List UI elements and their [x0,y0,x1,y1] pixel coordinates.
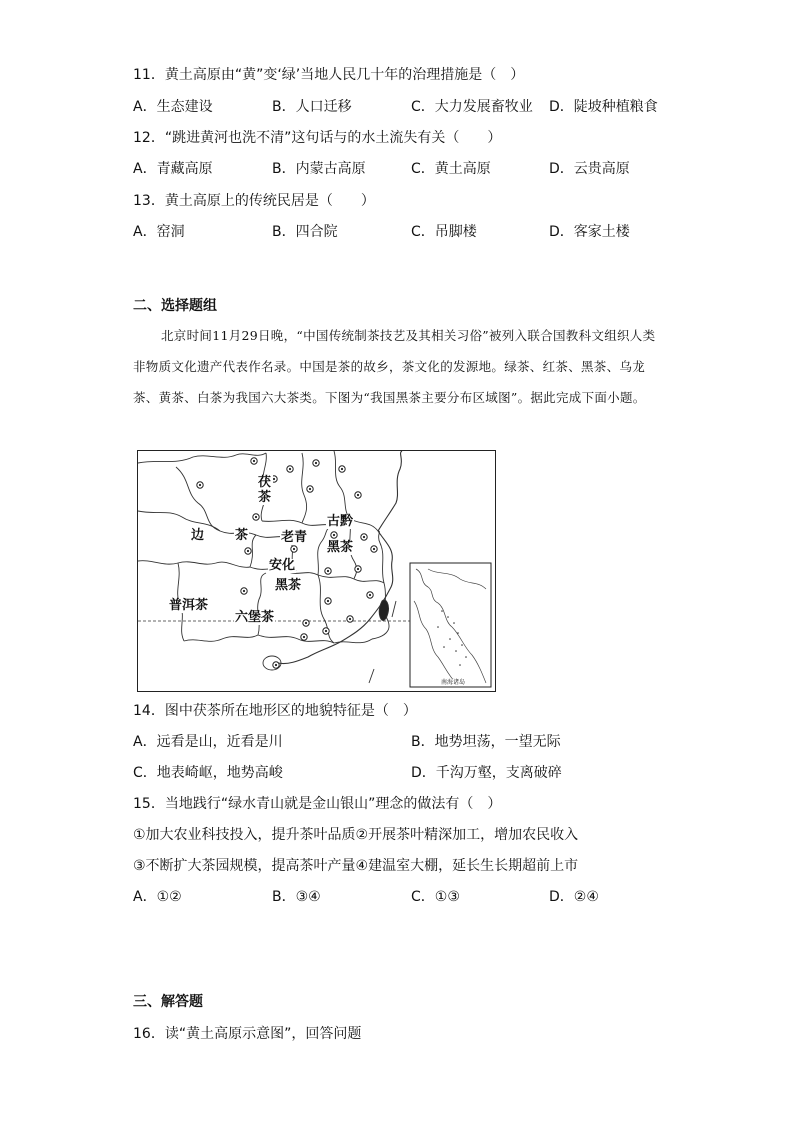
q14-option-a[interactable]: A．远看是山，近看是川 [133,734,283,750]
map-label-fu-tea: 茯茶 [257,475,271,505]
q12-stem: 12．“跳进黄河也洗不清”这句话与的水土流失有关（ ） [133,130,502,146]
section2-heading: 二、选择题组 [133,298,217,314]
q12-option-c[interactable]: C．黄土高原 [411,161,491,177]
map-inset-caption: 南海诸岛 [441,679,466,686]
q15-statements-line2: ③不断扩大茶园规模，提高茶叶产量④建温室大棚，延长生长期超前上市 [133,858,579,874]
q15-option-a[interactable]: A．①② [133,889,182,905]
q12-option-b[interactable]: B．内蒙古高原 [272,161,366,177]
black-tea-distribution-map [137,450,496,692]
map-label-anhua: 安化 [269,558,296,573]
q15-stem: 15．当地践行“绿水青山就是金山银山”理念的做法有（ ） [133,796,502,812]
q13-option-c[interactable]: C．吊脚楼 [411,224,477,240]
section2-passage: 北京时间11月29日晚，“中国传统制茶技艺及其相关习俗”被列入联合国教科文组织人类非物质文化遗产代表作名录。中国是茶的故乡，茶文化的发源地。绿茶、红茶、黑茶、乌龙茶、黄茶、白茶为我国六大茶类。下图为“我国黑茶主要分布区域图”。据此完成下面小题。 [133,328,656,405]
q13-option-b[interactable]: B．四合院 [272,224,338,240]
q15-option-d[interactable]: D．②④ [549,889,599,905]
q11-option-a[interactable]: A．生态建设 [133,99,213,115]
map-label-puer-tea: 普洱茶 [169,598,209,613]
map-label-heicha-right: 黑茶 [327,540,354,555]
q13-option-a[interactable]: A．窑洞 [133,224,185,240]
q11-option-d[interactable]: D．陡坡种植粮食 [549,99,658,115]
q15-option-c[interactable]: C．①③ [411,889,460,905]
q13-option-d[interactable]: D．客家土楼 [549,224,630,240]
q12-option-a[interactable]: A．青藏高原 [133,161,213,177]
map-label-cha: 茶 [235,528,249,543]
map-label-liubao-tea: 六堡茶 [235,610,275,625]
q11-option-c[interactable]: C．大力发展畜牧业 [411,99,533,115]
q14-option-b[interactable]: B．地势坦荡，一望无际 [411,734,561,750]
q12-option-d[interactable]: D．云贵高原 [549,161,630,177]
q15-option-b[interactable]: B．③④ [272,889,321,905]
q13-stem: 13．黄土高原上的传统民居是（ ） [133,193,375,209]
map-label-bian: 边 [191,528,205,543]
q14-option-d[interactable]: D．千沟万壑，支离破碎 [411,765,562,781]
q16-stem: 16．读“黄土高原示意图”，回答问题 [133,1026,362,1042]
map-label-heicha-center: 黑茶 [275,578,302,593]
q11-option-b[interactable]: B．人口迁移 [272,99,352,115]
q11-stem: 11．黄土高原由“黄”变‘绿’当地人民几十年的治理措施是（ ） [133,67,525,83]
map-label-laoqing: 老青 [281,530,308,545]
map-label-guqian: 古黔 [327,514,354,529]
q15-statements-line1: ①加大农业科技投入，提升茶叶品质②开展茶叶精深加工，增加农民收入 [133,827,579,843]
q14-option-c[interactable]: C．地表崎岖，地势高峻 [133,765,283,781]
china-map-outline [138,451,495,691]
south-china-sea-inset [410,563,491,687]
section3-heading: 三、解答题 [133,994,203,1010]
q14-stem: 14．图中茯茶所在地形区的地貌特征是（ ） [133,703,417,719]
